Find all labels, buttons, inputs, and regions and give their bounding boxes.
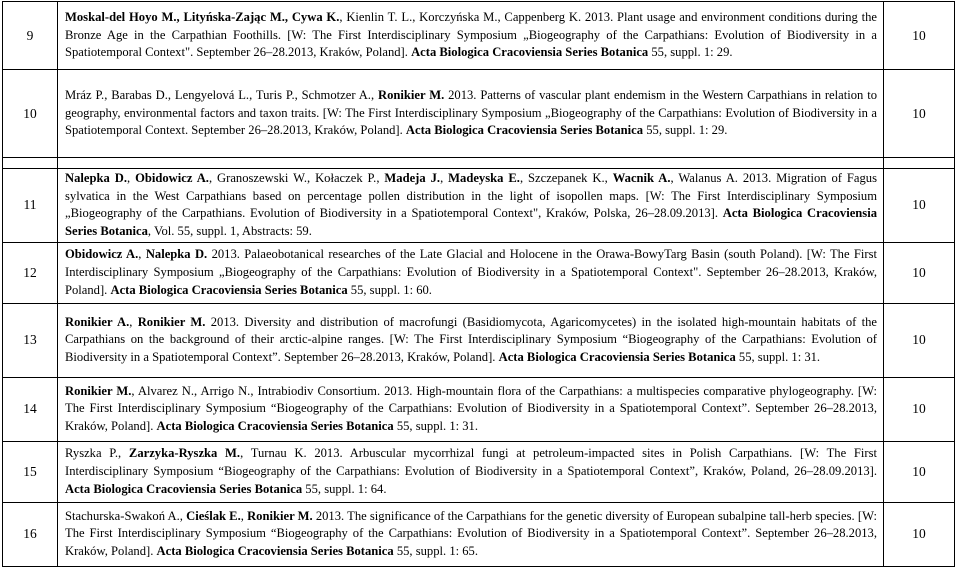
points-value: 10 [884, 502, 955, 566]
table-gap-row [3, 158, 955, 169]
text-segment: 55, suppl. 1: 29. [648, 45, 733, 60]
table-row [3, 502, 955, 566]
text-segment: 2013. Patterns of vascular plant endemism in the Western Carpathians in relation to geography, environmental factors and taxon traits. [W: The First Interdisciplinary Symposium „Biogeography of the Carpathians: Evolution of Biodiversity in a Spatiotemporal Context. September 26–28.2013, Kraków, Poland]. [65, 87, 877, 138]
row-number: 16 [3, 502, 58, 566]
citation-cell [58, 377, 884, 441]
bold-segment: Acta Biologica Cracoviensia Series Botanica [65, 206, 877, 239]
points-value: 10 [884, 2, 955, 70]
text-segment: 55, suppl. 1: 60. [347, 282, 432, 297]
bold-segment: Ronikier A. [65, 314, 130, 329]
text-segment: , [138, 247, 146, 262]
points-value: 10 [884, 169, 955, 243]
bold-segment: Wacnik A. [612, 171, 671, 185]
bold-segment: Madeyska E. [448, 171, 520, 185]
bold-segment: Obidowicz A. [65, 247, 139, 262]
row-number: 9 [3, 2, 58, 70]
bold-segment: , Lityńska-Zając M., [176, 9, 292, 24]
table-row [3, 377, 955, 441]
bold-segment: Cieślak E. [186, 508, 241, 523]
citation-text [65, 246, 877, 299]
citation-cell [58, 441, 884, 502]
text-segment: 2013. Palaeobotanical researches of the Late Glacial and Holocene in the Orawa-BowyTarg Basin (south Poland). [W: The First Interdisciplinary Symposium „Biogeography of the Carpathians: Evolution of Biodiversity in a Spatiotemporal Context". September 26–28.2013, Kraków, Poland]. [65, 247, 877, 297]
citation-text [65, 508, 877, 561]
text-segment: 2013. Diversity and distribution of macrofungi (Basidiomycota, Agaricomycetes) in the isolated high-mountain habitats of the Carpathians on the background of their arctic-alpine ranges. [W: The First Interdisciplinary Symposium “Biogeography of the Carpathians: Evolution of Biodiversity in a Spatiotemporal Context”. September 26–28.2013, Kraków, Poland]. [65, 314, 878, 365]
citation-text [65, 314, 877, 367]
bold-segment: Acta Biologica Cracoviensia Series Botanica [156, 419, 394, 434]
bold-segment: Acta Biologica Cracoviensia Series Botanica [405, 123, 644, 138]
bold-segment: Zarzyka-Ryszka M. [128, 446, 241, 461]
table-row [3, 2, 955, 70]
citation-text [65, 170, 877, 241]
bold-segment: Acta Biologica Cracoviensia Series Botanica [411, 45, 649, 60]
bold-segment: Ronikier M. [377, 87, 445, 102]
text-segment: Stachurska-Swakoń A., [65, 508, 187, 523]
bold-segment: Nalepka D. [65, 171, 127, 185]
text-segment: , Szczepanek K., [519, 171, 613, 185]
bold-segment: Acta Biologica Cracoviensia Series Botanica [110, 282, 348, 297]
citation-text [65, 9, 877, 62]
text-segment: , [440, 171, 449, 185]
bold-segment: Acta Biologica Cracoviensia Series Botanica [156, 544, 394, 559]
row-number: 12 [3, 242, 58, 303]
row-number: 14 [3, 377, 58, 441]
text-segment: 55, suppl. 1: 29. [643, 123, 728, 138]
bold-segment: Ronikier M. [137, 314, 206, 329]
text-segment: , Vol. 55, suppl. 1, Abstracts: 59. [147, 224, 312, 239]
bold-segment: Ronikier M. [247, 508, 313, 523]
row-number: 15 [3, 441, 58, 502]
table-row [3, 169, 955, 243]
points-value: 10 [884, 441, 955, 502]
bold-segment: Cywa K. [291, 9, 340, 24]
points-value: 10 [884, 303, 955, 377]
citation-cell [58, 70, 884, 158]
bold-segment: Obidowicz A. [135, 171, 209, 185]
text-segment: , Granoszewski W., Kołaczek P., [208, 171, 385, 185]
points-value: 10 [884, 70, 955, 158]
bold-segment: Ronikier M. [65, 383, 132, 398]
text-segment: , [129, 314, 138, 329]
citation-cell [58, 169, 884, 243]
citation-cell [58, 502, 884, 566]
citation-text [65, 445, 877, 498]
text-segment: , [240, 508, 248, 523]
text-segment: , [126, 171, 136, 185]
bold-segment: Madeja J. [384, 171, 441, 185]
table-row [3, 303, 955, 377]
bold-segment: Acta Biologica Cracoviensia Series Botanica [498, 350, 736, 365]
bold-segment: Nalepka D. [145, 247, 208, 262]
citation-text [65, 383, 877, 436]
row-number: 10 [3, 70, 58, 158]
bold-segment: Acta Biologica Cracoviensia Series Botanica [65, 481, 303, 496]
text-segment: 55, suppl. 1: 31. [735, 350, 821, 365]
text-segment: , Alvarez N., Arrigo N., Intrabiodiv Consortium. 2013. High-mountain flora of the Carpathians: a multispecies comparative phylogeography. [W: The First Interdisciplinary Symposium “Biogeography of the Carpathians: Evolution of Biodiversity in a Spatiotemporal Context”. September 26–28.2013, Kraków, Poland]. [65, 383, 877, 434]
points-value: 10 [884, 242, 955, 303]
citation-text [65, 87, 877, 140]
table-row [3, 242, 955, 303]
citation-cell [58, 242, 884, 303]
row-number: 13 [3, 303, 58, 377]
points-value: 10 [884, 377, 955, 441]
bold-segment: Moskal-del Hoyo M. [65, 9, 177, 24]
text-segment: , Kienlin T. L., Korczyńska M., Cappenberg K. 2013. Plant usage and environment conditions during the Bronze Age in the Carpathian Foothills. [W: The First Interdisciplinary Symposium „Biogeography of the Carpathians: Evolution of Biodiversity in a Spatiotemporal Context". September 26–28.2013, Kraków, Poland]. [65, 9, 878, 60]
citation-cell [58, 2, 884, 70]
row-number: 11 [3, 169, 58, 243]
citation-cell [58, 303, 884, 377]
publications-table [2, 1, 955, 567]
table-row [3, 441, 955, 502]
text-segment: , Turnau K. 2013. Arbuscular mycorrhizal fungi at petroleum-impacted sites in Polish Carpathians. [W: The First Interdisciplinary Symposium “Biogeography of the Carpathians: Evolution of Biodiversity in a Spatiotemporal Context”, Kraków, Poland, 26–28.09.2013]. [65, 446, 878, 478]
text-segment: 55, suppl. 1: 64. [302, 481, 387, 496]
table-row [3, 70, 955, 158]
text-segment: 2013. The significance of the Carpathians for the genetic diversity of European subalpine tall-herb species. [W: The First Interdisciplinary Symposium “Biogeography of the Carpathians: Evolution of Biodiversity in a Spatiotemporal Context”. September 26–28.2013, Kraków, Poland]. [65, 508, 877, 559]
text-segment: , Walanus A. 2013. Migration of Fagus sylvatica in the West Carpathians based on percentage pollen distribution in the light of isopollen maps. [W: The First Interdisciplinary Symposium „Biogeography of the Carpathians. Evolution of Biodiversity in a Spatiotemporal Context", Kraków, Polska, 26–28.09.2013]. [65, 171, 877, 221]
text-segment: Ryszka P., [65, 446, 129, 461]
text-segment: 55, suppl. 1: 31. [393, 419, 479, 434]
text-segment: Mráz P., Barabas D., Lengyelová L., Turis P., Schmotzer A., [65, 87, 378, 102]
text-segment: 55, suppl. 1: 65. [393, 544, 479, 559]
